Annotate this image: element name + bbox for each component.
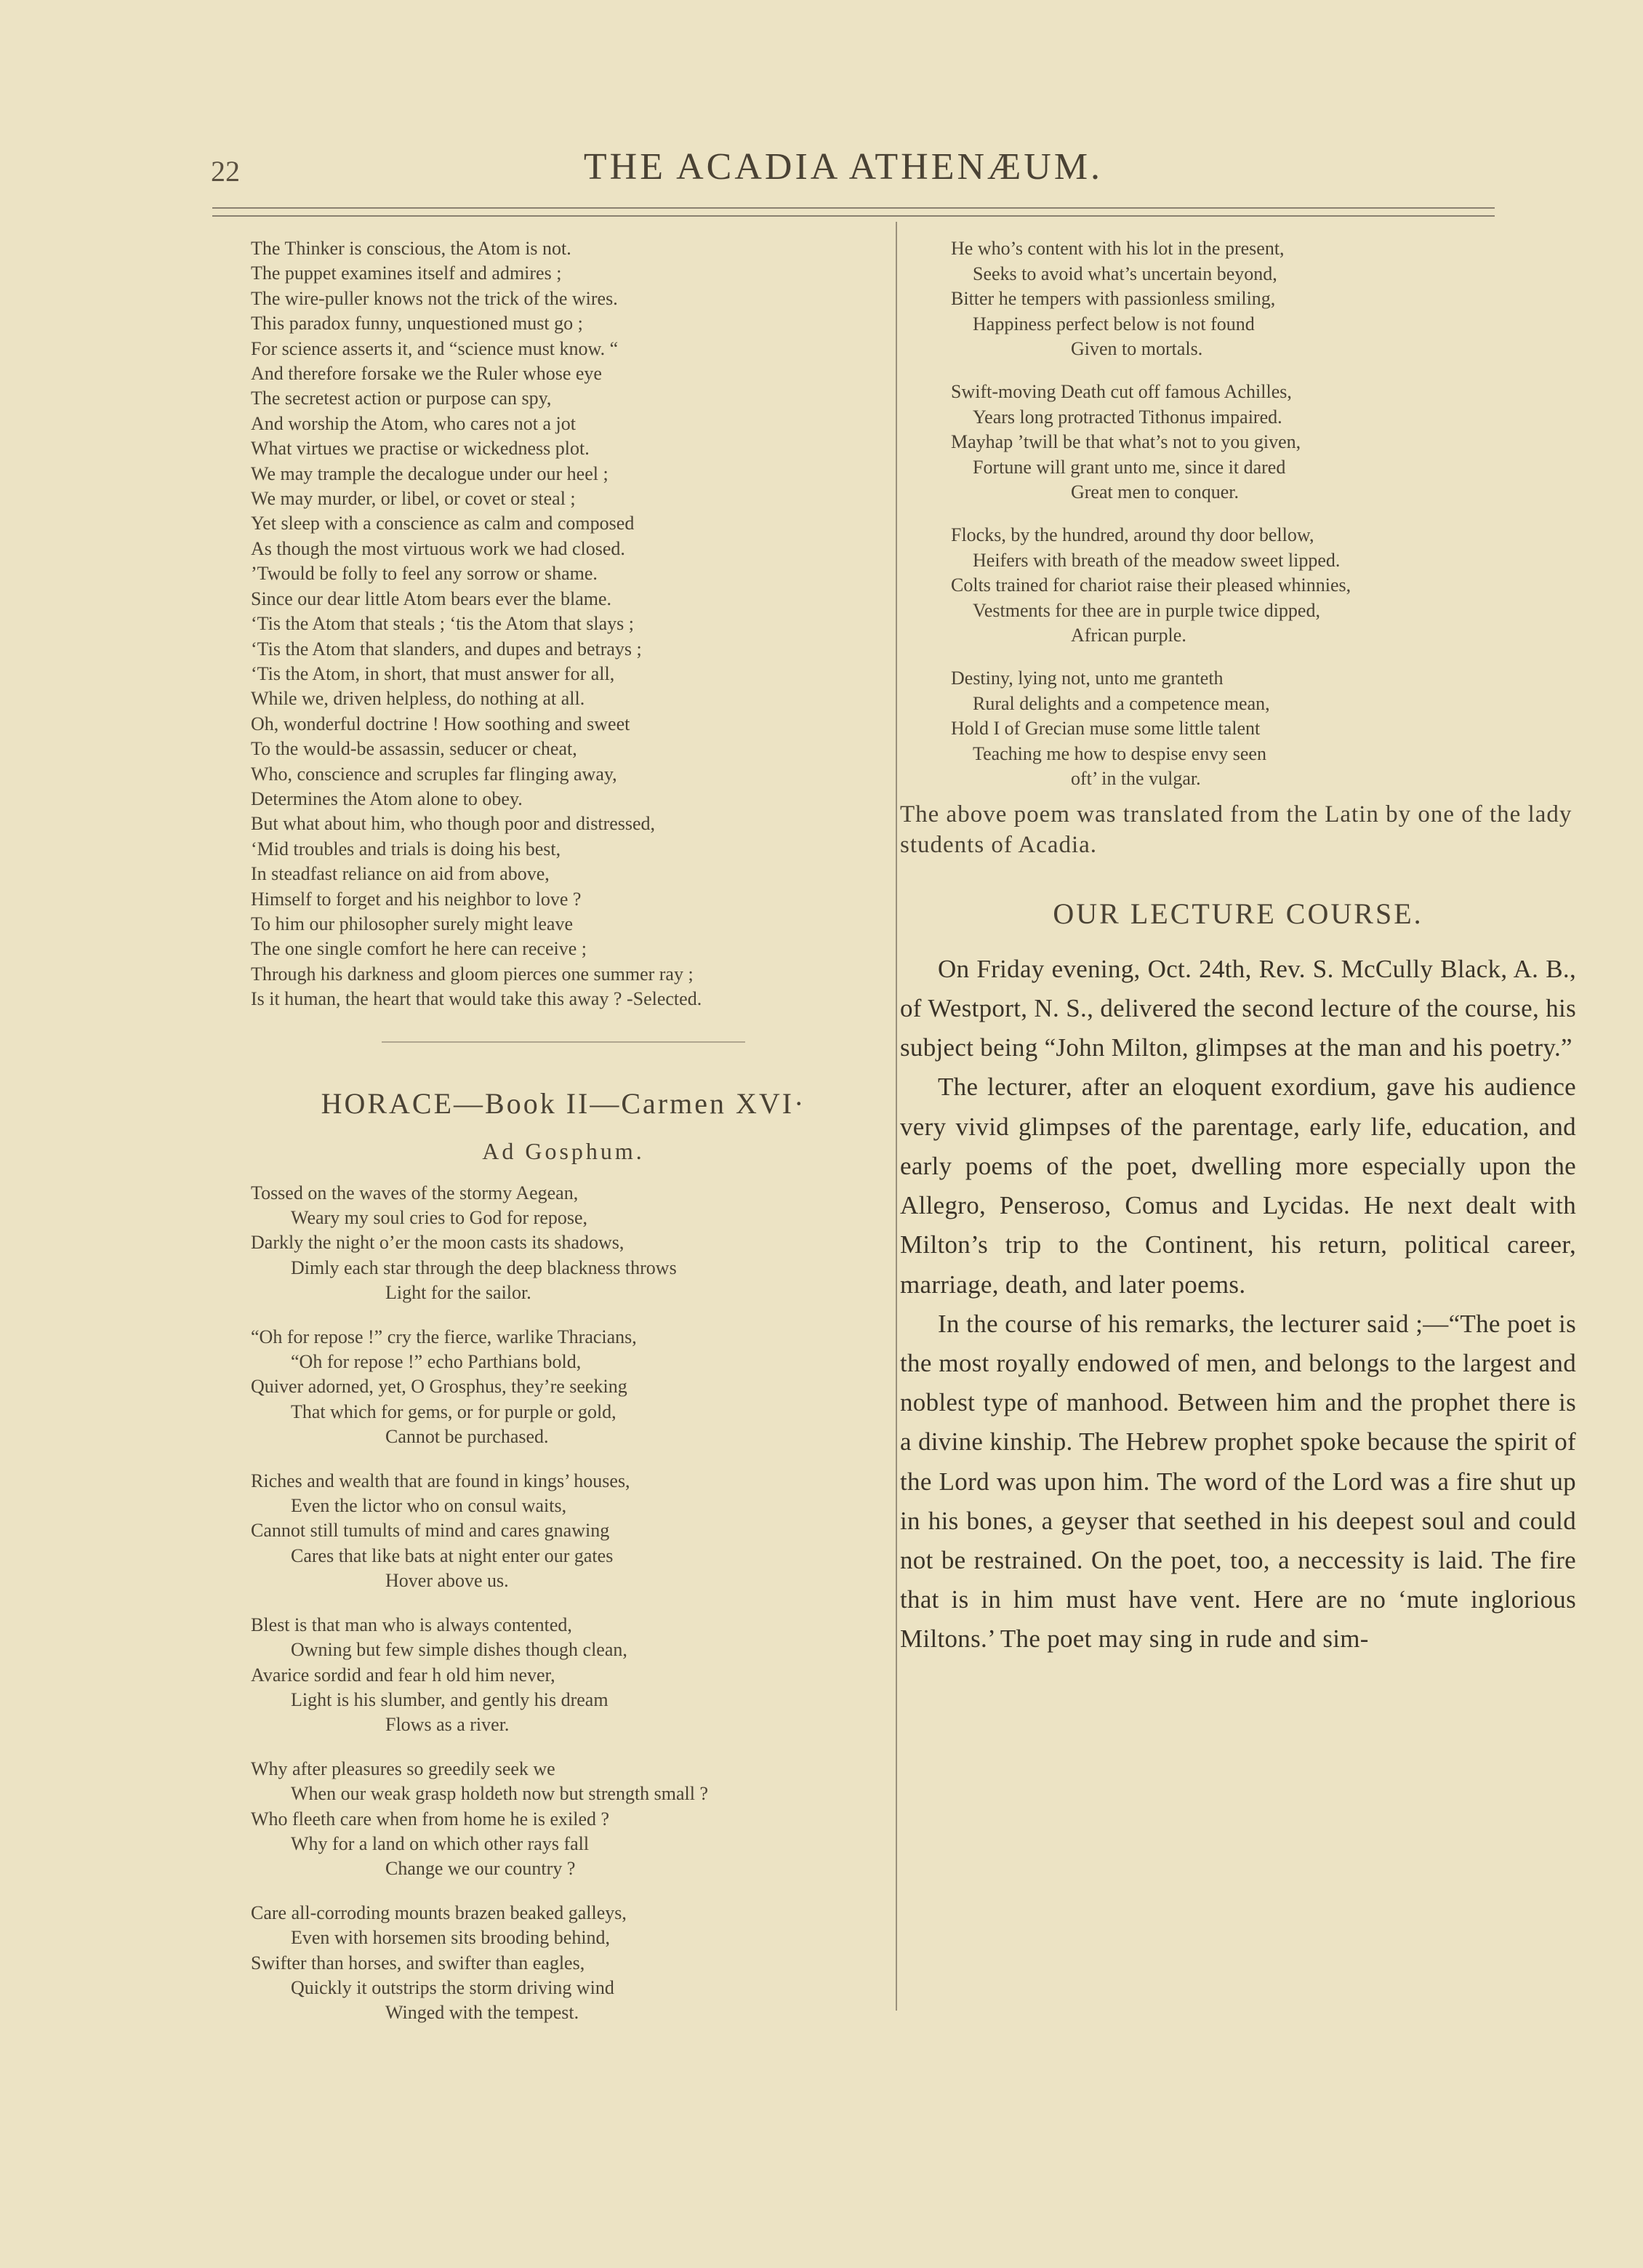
- stanza-line: Quiver adorned, yet, O Grosphus, they’re seeking: [251, 1376, 627, 1398]
- poem-line: What virtues we practise or wickedness plot.: [251, 438, 590, 460]
- poem-line: This paradox funny, unquestioned must go ;: [251, 313, 583, 334]
- poem-line: The Thinker is conscious, the Atom is not.: [251, 238, 571, 259]
- poem-line: ‘Tis the Atom that slanders, and dupes and betrays ;: [251, 638, 642, 660]
- poem-line: We may trample the decalogue under our heel ;: [251, 462, 608, 484]
- poem-line: The puppet examines itself and admires ;: [251, 263, 562, 284]
- poem-line: Yet sleep with a conscience as calm and composed: [251, 513, 635, 534]
- stanza: [951, 236, 1576, 362]
- stanza: [251, 1325, 876, 1450]
- stanza-line: Flows as a river.: [385, 1714, 510, 1736]
- lecture-title: OUR LECTURE COURSE.: [1053, 897, 1423, 930]
- right-column: [900, 236, 1576, 1659]
- stanza-line: Fortune will grant unto me, since it dared: [973, 456, 1286, 478]
- stanza-line: Change we our country ?: [385, 1858, 576, 1880]
- poem-line: ‘Tis the Atom, in short, that must answer for all,: [251, 662, 615, 684]
- stanza-line: Teaching me how to despise envy seen: [973, 742, 1266, 764]
- poem-line: As though the most virtuous work we had closed.: [251, 537, 625, 559]
- stanza-line: Destiny, lying not, unto me granteth: [951, 667, 1224, 689]
- stanza-line: Flocks, by the hundred, around thy door bellow,: [951, 524, 1314, 545]
- stanza-line: Rural delights and a competence mean,: [973, 692, 1270, 714]
- stanza-line: Cannot still tumults of mind and cares gnawing: [251, 1520, 610, 1542]
- stanza-line: Swifter than horses, and swifter than eagles,: [251, 1952, 585, 1974]
- stanza-line: Colts trained for chariot raise their pleased whinnies,: [951, 574, 1351, 596]
- stanza-line: oft’ in the vulgar.: [1071, 768, 1201, 790]
- poem-line: ‘Mid troubles and trials is doing his best,: [251, 838, 561, 859]
- stanza-line: Swift-moving Death cut off famous Achilles,: [951, 380, 1292, 402]
- poem-line: To him our philosopher surely might leave: [251, 913, 573, 934]
- stanza: [951, 666, 1576, 792]
- lecture-body: [900, 950, 1576, 1659]
- lecture-paragraph: On Friday evening, Oct. 24th, Rev. S. McCully Black, A. B., of Westport, N. S., delivered the second lecture of the course, his subject being “John Milton, glimpses at the man and his poetry.”: [900, 954, 1576, 1062]
- poem-line: And worship the Atom, who cares not a jot: [251, 412, 576, 434]
- stanza-line: Years long protracted Tithonus impaired.: [973, 406, 1282, 428]
- stanza-line: Dimly each star through the deep blackness throws: [291, 1257, 677, 1278]
- poem-line: Since our dear little Atom bears ever the blame.: [251, 588, 611, 609]
- stanza-line: Tossed on the waves of the stormy Aegean,: [251, 1182, 579, 1203]
- stanza-line: Light for the sailor.: [385, 1282, 531, 1304]
- poem-line: Is it human, the heart that would take this away ? -Selected.: [251, 988, 702, 1010]
- stanza-line: Weary my soul cries to God for repose,: [291, 1207, 588, 1228]
- stanza: [251, 1757, 876, 1882]
- stanza: [251, 1613, 876, 1738]
- stanza-line: Cannot be purchased.: [385, 1426, 549, 1448]
- stanza-line: Even with horsemen sits brooding behind,: [291, 1927, 611, 1949]
- poem-line: Who, conscience and scruples far flinging away,: [251, 763, 617, 785]
- poem-line: To the would-be assassin, seducer or cheat,: [251, 738, 577, 760]
- stanza-line: He who’s content with his lot in the present,: [951, 238, 1285, 259]
- poem-line: Determines the Atom alone to obey.: [251, 788, 523, 809]
- atom-poem: [251, 236, 876, 1012]
- stanza-line: Blest is that man who is always contented,: [251, 1614, 572, 1635]
- poem-line: Through his darkness and gloom pierces one summer ray ;: [251, 963, 694, 985]
- stanza-line: Darkly the night o’er the moon casts its shadows,: [251, 1232, 624, 1254]
- horace-poem-continued: [900, 236, 1576, 792]
- page-header: [211, 145, 1476, 196]
- stanza: [251, 1469, 876, 1594]
- stanza-line: “Oh for repose !” cry the fierce, warlike Thracians,: [251, 1326, 637, 1347]
- column-divider: [896, 222, 897, 2011]
- stanza-line: Happiness perfect below is not found: [973, 313, 1255, 334]
- stanza-line: Why after pleasures so greedily seek we: [251, 1758, 555, 1779]
- stanza-line: That which for gems, or for purple or gold,: [291, 1401, 616, 1422]
- stanza-line: Why for a land on which other rays fall: [291, 1832, 590, 1854]
- stanza-line: Vestments for thee are in purple twice dipped,: [973, 599, 1320, 621]
- stanza-line: Riches and wealth that are found in kings’ houses,: [251, 1470, 630, 1491]
- poem-line: The secretest action or purpose can spy,: [251, 388, 552, 409]
- poem-line: Oh, wonderful doctrine ! How soothing and sweet: [251, 713, 630, 734]
- stanza-line: Cares that like bats at night enter our gates: [291, 1544, 614, 1566]
- stanza-line: Seeks to avoid what’s uncertain beyond,: [973, 263, 1277, 284]
- poem-line: Himself to forget and his neighbor to love ?: [251, 888, 582, 910]
- horace-subtitle: Ad Gosphum.: [482, 1137, 645, 1164]
- poem-line: The wire-puller knows not the trick of the wires.: [251, 287, 618, 309]
- stanza-line: Owning but few simple dishes though clean,: [291, 1639, 627, 1661]
- stanza: [951, 380, 1576, 505]
- stanza: [251, 1901, 876, 2026]
- left-column: [251, 236, 876, 2026]
- stanza-line: Mayhap ’twill be that what’s not to you given,: [951, 431, 1301, 453]
- stanza-line: African purple.: [1071, 625, 1186, 646]
- poem-line: The one single comfort he here can receive ;: [251, 938, 587, 960]
- stanza-line: “Oh for repose !” echo Parthians bold,: [291, 1351, 582, 1373]
- stanza-line: Winged with the tempest.: [385, 2002, 579, 2024]
- poem-line: And therefore forsake we the Ruler whose eye: [251, 363, 602, 385]
- lecture-paragraph: The lecturer, after an eloquent exordium, gave his audience very vivid glimpses of the parentage, early life, education, and early poems of the poet, dwelling more especially upon the Allegro, Penseroso, Comus and Lycidas. He next dealt with Milton’s trip to the Continent, his return, political career, marriage, death, and later poems.: [900, 1073, 1576, 1299]
- stanza-line: Care all-corroding mounts brazen beaked galleys,: [251, 1902, 627, 1923]
- stanza-line: Bitter he tempers with passionless smiling,: [951, 288, 1276, 310]
- stanza-line: Light is his slumber, and gently his dream: [291, 1688, 608, 1710]
- stanza-line: Heifers with breath of the meadow sweet lipped.: [973, 549, 1341, 571]
- stanza-line: Hold I of Grecian muse some little talent: [951, 718, 1261, 740]
- translation-note: The above poem was translated from the Latin by one of the lady students of Acadia.: [900, 801, 1572, 858]
- poem-line: In steadfast reliance on aid from above,: [251, 863, 550, 885]
- header-rule-top: [212, 207, 1495, 209]
- horace-poem: [251, 1181, 876, 2026]
- lecture-paragraph: In the course of his remarks, the lecturer said ;—“The poet is the most royally endowed of men, and belongs to the largest and noblest type of manhood. Between him and the prophet there is a divine kinship. The Hebrew prophet spoke because the spirit of the Lord was upon him. The word of the Lord was a fire shut up in his bones, a geyser that seethed in his deepest soul and could not be restrained. On the poet, too, a neccessity is laid. The fire that is in him must have vent. Here are no ‘mute inglorious Miltons.’ The poet may sing in rude and sim-: [900, 1309, 1576, 1654]
- poem-line: While we, driven helpless, do nothing at all.: [251, 688, 585, 710]
- poem-line: But what about him, who though poor and distressed,: [251, 813, 656, 835]
- stanza-line: Given to mortals.: [1071, 338, 1203, 360]
- stanza-line: Who fleeth care when from home he is exiled ?: [251, 1808, 610, 1830]
- poem-line: ‘Tis the Atom that steals ; ‘tis the Atom that slays ;: [251, 613, 634, 635]
- stanza: [951, 523, 1576, 649]
- stanza-line: Quickly it outstrips the storm driving wind: [291, 1976, 614, 1998]
- stanza-line: Great men to conquer.: [1071, 481, 1240, 503]
- page-number: 22: [211, 155, 240, 188]
- stanza-line: Avarice sordid and fear h old him never,: [251, 1664, 555, 1686]
- stanza-line: When our weak grasp holdeth now but strength small ?: [291, 1783, 709, 1805]
- poem-line: For science asserts it, and “science must know. “: [251, 337, 619, 359]
- poem-line: We may murder, or libel, or covet or steal ;: [251, 488, 576, 510]
- stanza: [251, 1181, 876, 1306]
- horace-title: HORACE—Book II—Carmen XVI·: [321, 1086, 806, 1120]
- header-rule-bottom: [212, 215, 1495, 217]
- journal-title: THE ACADIA ATHENÆUM.: [583, 146, 1104, 188]
- stanza-line: Hover above us.: [385, 1570, 509, 1592]
- stanza-line: Even the lictor who on consul waits,: [291, 1495, 567, 1517]
- poem-line: ’Twould be folly to feel any sorrow or shame.: [251, 563, 598, 585]
